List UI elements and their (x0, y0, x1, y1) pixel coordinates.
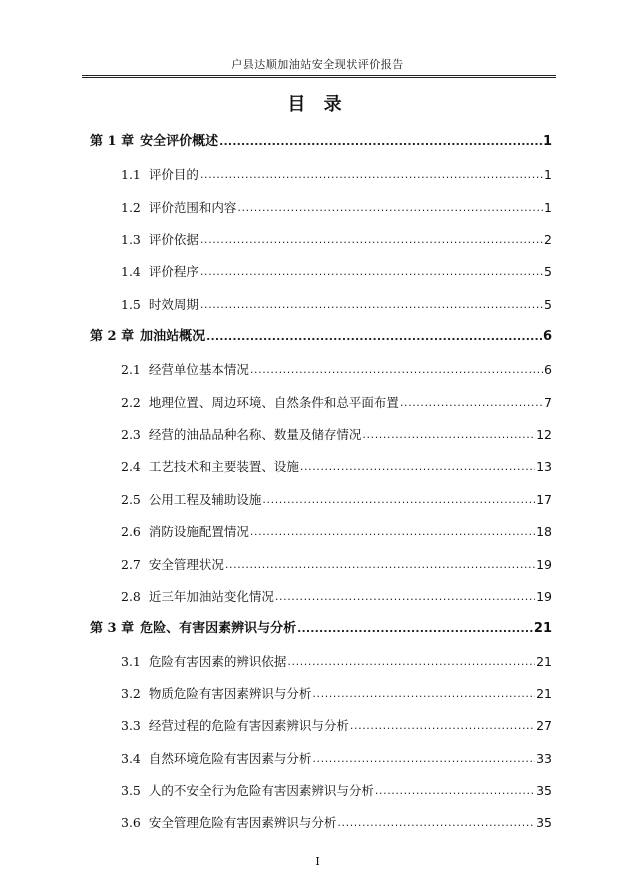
toc-entry-page: 5 (544, 264, 552, 279)
toc-entry-page: 18 (536, 524, 552, 539)
toc-entry-number: 3.5 (121, 783, 141, 798)
toc-entry-page: 1 (542, 134, 552, 149)
toc-section-entry[interactable] (121, 813, 552, 831)
dot-leader (287, 656, 535, 670)
dot-leader (200, 169, 543, 183)
toc-entry-label (90, 329, 205, 345)
toc-section-entry[interactable] (121, 555, 552, 573)
toc-entry-number: 1.3 (121, 232, 141, 247)
toc-entry-label (121, 459, 299, 475)
toc-entry-title: 安全评价概述 (140, 134, 219, 149)
toc-entry-page: 1 (544, 167, 552, 182)
toc-entry-title: 评价范围和内容 (148, 200, 237, 215)
dot-leader (237, 202, 543, 216)
toc-entry-title: 经营的油品品种名称、数量及储存情况 (148, 427, 362, 442)
toc-chapter-entry[interactable] (90, 132, 552, 150)
toc-entry-page: 12 (536, 427, 552, 442)
toc-entry-page: 21 (536, 654, 552, 669)
toc-section-entry[interactable] (121, 684, 552, 702)
toc-entry-label (121, 589, 274, 605)
toc-entry-page: 19 (536, 557, 552, 572)
toc-entry-label (121, 783, 374, 799)
toc-section-entry[interactable] (121, 587, 552, 605)
dot-leader (219, 136, 542, 150)
dot-leader (337, 817, 535, 831)
toc-entry-title: 加油站概况 (140, 329, 206, 344)
toc-entry-title: 物质危险有害因素辨识与分析 (148, 686, 312, 701)
toc-entry-label (90, 134, 218, 150)
toc-entry-label (121, 718, 349, 734)
toc-entry-number: 3.1 (121, 654, 141, 669)
toc-entry-number: 3.2 (121, 686, 141, 701)
toc-entry-title: 消防设施配置情况 (148, 524, 249, 539)
toc-entry-number: 1.1 (121, 167, 141, 182)
toc-entry-page: 1 (544, 200, 552, 215)
toc-entry-label (121, 815, 336, 831)
toc-chapter-entry[interactable] (90, 619, 552, 637)
dot-leader (200, 299, 543, 313)
toc-entry-number: 2.6 (121, 524, 141, 539)
toc-entry-page: 13 (536, 459, 552, 474)
dot-leader (300, 461, 535, 475)
toc-entry-page: 21 (533, 621, 552, 636)
toc-section-entry[interactable] (121, 490, 552, 508)
toc-entry-label (121, 362, 249, 378)
toc-entry-title: 评价目的 (148, 167, 199, 182)
toc-entry-label (121, 427, 361, 443)
toc-entry-number: 1.4 (121, 264, 141, 279)
toc-entry-number: 3.3 (121, 718, 141, 733)
toc-entry-page: 21 (536, 686, 552, 701)
toc-entry-number: 2.8 (121, 589, 141, 604)
page-number: I (315, 855, 320, 868)
toc-entry-page: 27 (536, 718, 552, 733)
dot-leader (206, 331, 542, 345)
toc-section-entry[interactable] (121, 262, 552, 280)
toc-entry-title: 时效周期 (148, 297, 199, 312)
toc-entry-number: 第 1 章 (90, 134, 135, 149)
toc-entry-label (121, 167, 199, 183)
toc-section-entry[interactable] (121, 425, 552, 443)
toc-entry-number: 1.2 (121, 200, 141, 215)
toc-section-entry[interactable] (121, 781, 552, 799)
toc-entry-title: 人的不安全行为危险有害因素辨识与分析 (148, 783, 374, 798)
dot-leader (200, 266, 543, 280)
dot-leader (400, 397, 543, 411)
toc-entry-label (121, 395, 399, 411)
toc-entry-page: 17 (536, 492, 552, 507)
dot-leader (250, 364, 543, 378)
dot-leader (262, 494, 535, 508)
toc-entry-label (90, 621, 296, 637)
toc-entry-number: 2.4 (121, 459, 141, 474)
toc-entry-label (121, 654, 286, 670)
toc-entry-title: 危险、有害因素辨识与分析 (140, 621, 297, 636)
toc-entry-title: 工艺技术和主要装置、设施 (148, 459, 299, 474)
toc-entry-label (121, 492, 261, 508)
toc-section-entry[interactable] (121, 522, 552, 540)
toc-entry-label (121, 264, 199, 280)
toc-entry-page: 6 (542, 329, 552, 344)
toc-entry-label (121, 557, 224, 573)
toc-entry-title: 公用工程及辅助设施 (148, 492, 262, 507)
dot-leader (375, 785, 535, 799)
toc-title: 目 录 (287, 94, 348, 115)
toc-chapter-entry[interactable] (90, 327, 552, 345)
toc-entry-title: 近三年加油站变化情况 (148, 589, 274, 604)
toc-entry-page: 2 (544, 232, 552, 247)
toc-entry-page: 35 (536, 783, 552, 798)
toc-entry-label (121, 232, 199, 248)
toc-section-entry[interactable] (121, 165, 552, 183)
toc-entry-number: 2.2 (121, 395, 141, 410)
toc-section-entry[interactable] (121, 393, 552, 411)
toc-entry-label (121, 200, 236, 216)
dot-leader (275, 591, 535, 605)
dot-leader (362, 429, 535, 443)
dot-leader (200, 234, 543, 248)
dot-leader (225, 559, 535, 573)
dot-leader (250, 526, 535, 540)
toc-section-entry[interactable] (121, 716, 552, 734)
dot-leader (312, 753, 535, 767)
dot-leader (350, 720, 535, 734)
toc-entry-page: 19 (536, 589, 552, 604)
toc-entry-number: 1.5 (121, 297, 141, 312)
toc-section-entry[interactable] (121, 230, 552, 248)
toc-section-entry[interactable] (121, 198, 552, 216)
toc-entry-page: 7 (544, 395, 552, 410)
toc-entry-label (121, 686, 311, 702)
toc-entry-page: 35 (536, 815, 552, 830)
toc-entry-title: 安全管理危险有害因素辨识与分析 (148, 815, 337, 830)
toc-entry-label (121, 524, 249, 540)
dot-leader (312, 688, 535, 702)
toc-entry-page: 33 (536, 751, 552, 766)
toc-entry-number: 2.5 (121, 492, 141, 507)
toc-entry-number: 第 3 章 (90, 621, 135, 636)
toc-entry-title: 经营过程的危险有害因素辨识与分析 (148, 718, 349, 733)
toc-entry-title: 安全管理状况 (148, 557, 224, 572)
toc-entry-number: 3.4 (121, 751, 141, 766)
toc-section-entry[interactable] (121, 295, 552, 313)
toc-entry-number: 2.1 (121, 362, 141, 377)
toc-entry-page: 5 (544, 297, 552, 312)
toc-section-entry[interactable] (121, 360, 552, 378)
toc-entry-title: 自然环境危险有害因素与分析 (148, 751, 312, 766)
toc-section-entry[interactable] (121, 749, 552, 767)
running-header: 户县达顺加油站安全现状评价报告 (231, 58, 404, 71)
toc-entry-number: 2.7 (121, 557, 141, 572)
header-rule (82, 75, 556, 76)
toc-entry-title: 评价依据 (148, 232, 199, 247)
toc-entry-label (121, 751, 311, 767)
header-rule-double (82, 77, 556, 78)
toc-entry-title: 评价程序 (148, 264, 199, 279)
toc-entry-label (121, 297, 199, 313)
toc-entry-title: 经营单位基本情况 (148, 362, 249, 377)
dot-leader (297, 623, 533, 637)
toc-entry-title: 危险有害因素的辨识依据 (148, 654, 287, 669)
toc-section-entry[interactable] (121, 652, 552, 670)
toc-entry-page: 6 (544, 362, 552, 377)
toc-entry-number: 2.3 (121, 427, 141, 442)
toc-entry-number: 第 2 章 (90, 329, 135, 344)
toc-section-entry[interactable] (121, 457, 552, 475)
toc-entry-title: 地理位置、周边环境、自然条件和总平面布置 (148, 395, 399, 410)
toc-entry-number: 3.6 (121, 815, 141, 830)
